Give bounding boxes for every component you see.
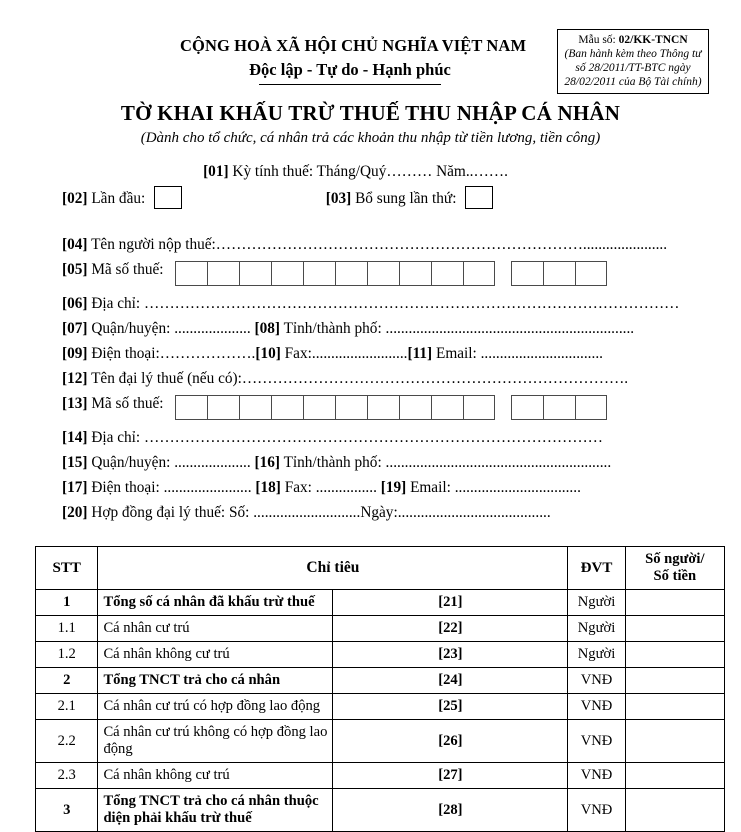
field-code-16: [16] — [254, 454, 280, 471]
table-row — [36, 694, 725, 720]
form-code-label: Mẫu số: — [578, 34, 616, 46]
cell-unit: Người — [568, 642, 625, 668]
field-input-19[interactable]: ................................. — [454, 479, 581, 496]
field-label-01: Kỳ tính thuế: Tháng/Quý — [232, 163, 387, 180]
cell-stt: 1.1 — [36, 616, 98, 642]
cell-stt: 1.2 — [36, 642, 98, 668]
taxcode-cell[interactable] — [367, 395, 399, 420]
table-row — [36, 720, 725, 763]
taxcode-cell[interactable] — [399, 395, 431, 420]
field-code-10: [10] — [255, 345, 281, 362]
national-heading — [180, 36, 527, 85]
field-label-16: Tỉnh/thành phố: — [283, 454, 382, 471]
field-row-06 — [0, 293, 741, 318]
taxcode-cell[interactable] — [239, 261, 271, 286]
taxcode-cell[interactable] — [431, 261, 463, 286]
field-input-14[interactable]: ……………………………………………………………………………… — [144, 429, 603, 446]
taxpayer-fields — [0, 234, 741, 527]
cell-indicator-name: Tổng số cá nhân đã khấu trừ thuế — [98, 590, 333, 616]
cell-indicator-code: [26] — [333, 720, 568, 763]
field-input-20b[interactable]: ........................................ — [397, 504, 551, 521]
taxcode-cell[interactable] — [303, 395, 335, 420]
form-code-label-line — [562, 33, 704, 47]
cell-indicator-name: Cá nhân không cư trú — [98, 763, 333, 789]
field-code-19: [19] — [380, 479, 407, 496]
cell-unit: VNĐ — [568, 789, 625, 832]
field-code-01: [01] — [203, 163, 229, 180]
checkbox-amendment-number[interactable] — [465, 186, 493, 209]
taxcode-cell[interactable] — [511, 395, 543, 420]
cell-value[interactable] — [625, 668, 724, 694]
taxcode-cell[interactable] — [543, 395, 575, 420]
field-input-06[interactable]: …………………………………………………………………………………………… — [144, 295, 680, 312]
field-input-16[interactable]: ........................................................... — [385, 454, 612, 471]
indicators-table-wrapper — [0, 546, 741, 832]
cell-stt: 2.3 — [36, 763, 98, 789]
cell-value[interactable] — [625, 763, 724, 789]
period-fields — [0, 161, 741, 216]
checkbox-first-time[interactable] — [154, 186, 182, 209]
field-label-17: Điện thoại: — [91, 479, 160, 496]
field-input-17[interactable]: ....................... — [163, 479, 252, 496]
cell-stt: 2 — [36, 668, 98, 694]
taxpayer-taxcode-group-1[interactable] — [175, 261, 495, 292]
cell-indicator-code: [23] — [333, 642, 568, 668]
table-row — [36, 789, 725, 832]
taxcode-cell[interactable] — [575, 261, 607, 286]
form-code-value: 02/KK-TNCN — [618, 34, 688, 46]
form-code-line2: (Ban hành kèm theo Thông tư — [564, 48, 702, 60]
agent-taxcode-group-2[interactable] — [511, 395, 607, 426]
table-row — [36, 590, 725, 616]
form-code-line4: 28/02/2011 của Bộ Tài chính) — [564, 76, 702, 88]
cell-unit: VNĐ — [568, 694, 625, 720]
cell-indicator-name: Cá nhân cư trú có hợp đồng lao động — [98, 694, 333, 720]
field-input-09[interactable]: ………………. — [159, 345, 256, 362]
taxcode-cell[interactable] — [303, 261, 335, 286]
taxcode-cell[interactable] — [239, 395, 271, 420]
field-code-05: [05] — [62, 261, 88, 278]
agent-taxcode-group-1[interactable] — [175, 395, 495, 426]
field-row-12 — [0, 368, 741, 393]
cell-indicator-code: [28] — [333, 789, 568, 832]
field-code-07: [07] — [62, 320, 88, 337]
field-input-18[interactable]: ................ — [315, 479, 377, 496]
field-row-20 — [0, 502, 741, 527]
cell-indicator-code: [21] — [333, 590, 568, 616]
column-header-unit: ĐVT — [568, 547, 625, 590]
taxcode-cell[interactable] — [335, 261, 367, 286]
field-input-11[interactable]: ................................ — [480, 345, 603, 362]
field-label-03: Bổ sung lần thứ: — [355, 190, 457, 207]
cell-indicator-code: [27] — [333, 763, 568, 789]
national-title-line2: Độc lập - Tự do - Hạnh phúc — [249, 60, 451, 79]
cell-indicator-name: Tổng TNCT trả cho cá nhân — [98, 668, 333, 694]
field-code-13: [13] — [62, 395, 88, 412]
field-label-20b: Ngày: — [360, 504, 398, 521]
field-label-09: Điện thoại: — [91, 345, 160, 362]
field-label-18: Fax: — [284, 479, 312, 496]
cell-value[interactable] — [625, 720, 724, 763]
taxcode-cell[interactable] — [575, 395, 607, 420]
table-row — [36, 616, 725, 642]
table-header-row — [36, 547, 725, 590]
field-code-02: [02] — [62, 190, 88, 207]
field-code-12: [12] — [62, 370, 88, 387]
cell-unit: VNĐ — [568, 668, 625, 694]
taxcode-cell[interactable] — [271, 261, 303, 286]
field-code-17: [17] — [62, 479, 88, 496]
field-dots-01b[interactable]: ..……. — [465, 163, 508, 180]
cell-value[interactable] — [625, 789, 724, 832]
page-subtitle: (Dành cho tổ chức, cá nhân trả các khoản thu nhập từ tiền lương, tiền công) — [140, 130, 601, 146]
field-code-08: [08] — [254, 320, 280, 337]
field-code-03: [03] — [325, 190, 352, 207]
field-row-17-19 — [0, 477, 741, 502]
table-body — [36, 590, 725, 832]
field-input-12[interactable]: …………………………………………………………………. — [241, 370, 629, 387]
national-title-line1: CỘNG HOÀ XÃ HỘI CHỦ NGHĨA VIỆT NAM — [180, 36, 527, 55]
table-row — [36, 763, 725, 789]
taxcode-cell[interactable] — [463, 261, 495, 286]
cell-value[interactable] — [625, 590, 724, 616]
field-row-15-16 — [0, 452, 741, 477]
field-label-07: Quận/huyện: — [91, 320, 171, 337]
field-code-04: [04] — [62, 236, 88, 253]
field-label-06: Địa chỉ: — [91, 295, 141, 312]
field-label-08: Tỉnh/thành phố: — [283, 320, 382, 337]
cell-indicator-code: [24] — [333, 668, 568, 694]
field-label-12: Tên đại lý thuế (nếu có): — [91, 370, 242, 387]
cell-value[interactable] — [625, 642, 724, 668]
taxcode-cell[interactable] — [175, 395, 207, 420]
taxcode-cell[interactable] — [207, 261, 239, 286]
field-row-01 — [0, 161, 741, 186]
field-input-20a[interactable]: ............................ — [253, 504, 361, 521]
field-input-08[interactable]: ................................................................. — [385, 320, 635, 337]
cell-stt: 1 — [36, 590, 98, 616]
field-row-14 — [0, 427, 741, 452]
field-label-20: Hợp đồng đại lý thuế: Số: — [91, 504, 250, 521]
column-header-value-line1: Số người/ — [645, 551, 705, 567]
cell-stt: 2.1 — [36, 694, 98, 720]
cell-indicator-name: Cá nhân cư trú không có hợp đồng lao động — [98, 720, 333, 763]
cell-indicator-name: Cá nhân không cư trú — [98, 642, 333, 668]
indicators-table — [35, 546, 725, 832]
cell-stt: 3 — [36, 789, 98, 832]
field-label-02: Lần đầu: — [91, 190, 146, 207]
field-label-04: Tên người nộp thuế: — [91, 236, 216, 253]
taxcode-cell[interactable] — [431, 395, 463, 420]
form-code-line3: số 28/2011/TT-BTC ngày — [575, 62, 691, 74]
field-label-15: Quận/huyện: — [91, 454, 171, 471]
column-header-value-line2: Số tiền — [653, 568, 697, 584]
field-row-05 — [0, 259, 741, 293]
taxcode-cell[interactable] — [367, 261, 399, 286]
cell-value[interactable] — [625, 694, 724, 720]
cell-stt: 2.2 — [36, 720, 98, 763]
cell-unit: Người — [568, 616, 625, 642]
cell-indicator-code: [22] — [333, 616, 568, 642]
field-code-14: [14] — [62, 429, 88, 446]
field-label-14: Địa chỉ: — [91, 429, 141, 446]
field-code-20: [20] — [62, 504, 88, 521]
cell-unit: VNĐ — [568, 763, 625, 789]
field-code-09: [09] — [62, 345, 88, 362]
taxcode-cell[interactable] — [271, 395, 303, 420]
cell-value[interactable] — [625, 616, 724, 642]
taxcode-cell[interactable] — [207, 395, 239, 420]
field-row-09-11 — [0, 343, 741, 368]
page-title: TỜ KHAI KHẤU TRỪ THUẾ THU NHẬP CÁ NHÂN — [120, 101, 621, 125]
form-code-box — [557, 29, 709, 94]
field-dots-01a[interactable]: ……… — [386, 163, 433, 180]
column-header-indicator: Chỉ tiêu — [98, 547, 568, 590]
taxcode-cell[interactable] — [175, 261, 207, 286]
field-label-05: Mã số thuế: — [91, 261, 164, 278]
table-row — [36, 668, 725, 694]
field-code-15: [15] — [62, 454, 88, 471]
taxcode-cell[interactable] — [543, 261, 575, 286]
field-label-13: Mã số thuế: — [91, 395, 164, 412]
table-row — [36, 642, 725, 668]
cell-indicator-name: Tổng TNCT trả cho cá nhân thuộc diện phải khấu trừ thuế — [98, 789, 333, 832]
document-header — [0, 0, 741, 95]
taxcode-cell[interactable] — [399, 261, 431, 286]
cell-indicator-name: Cá nhân cư trú — [98, 616, 333, 642]
field-code-18: [18] — [255, 479, 281, 496]
field-row-13 — [0, 393, 741, 427]
field-row-04 — [0, 234, 741, 259]
column-header-stt: STT — [36, 547, 98, 590]
field-label-10: Fax: — [284, 345, 312, 362]
field-label-01b: Năm — [436, 163, 466, 180]
field-input-15[interactable]: .................... — [174, 454, 251, 471]
field-row-02-03 — [0, 186, 741, 216]
taxpayer-taxcode-group-2[interactable] — [511, 261, 607, 292]
field-input-04[interactable]: ………………………………………………………………...................... — [215, 236, 668, 253]
field-code-06: [06] — [62, 295, 88, 312]
field-row-07-08 — [0, 318, 741, 343]
national-heading-rule — [259, 84, 441, 85]
taxcode-cell[interactable] — [463, 395, 495, 420]
cell-indicator-code: [25] — [333, 694, 568, 720]
field-code-11: [11] — [407, 345, 433, 362]
cell-unit: Người — [568, 590, 625, 616]
field-input-07[interactable]: .................... — [174, 320, 251, 337]
taxcode-cell[interactable] — [511, 261, 543, 286]
field-label-11: Email: — [435, 345, 477, 362]
taxcode-cell[interactable] — [335, 395, 367, 420]
field-label-19: Email: — [410, 479, 451, 496]
field-input-10[interactable]: ......................... — [311, 345, 408, 362]
cell-unit: VNĐ — [568, 720, 625, 763]
column-header-value — [625, 547, 724, 590]
